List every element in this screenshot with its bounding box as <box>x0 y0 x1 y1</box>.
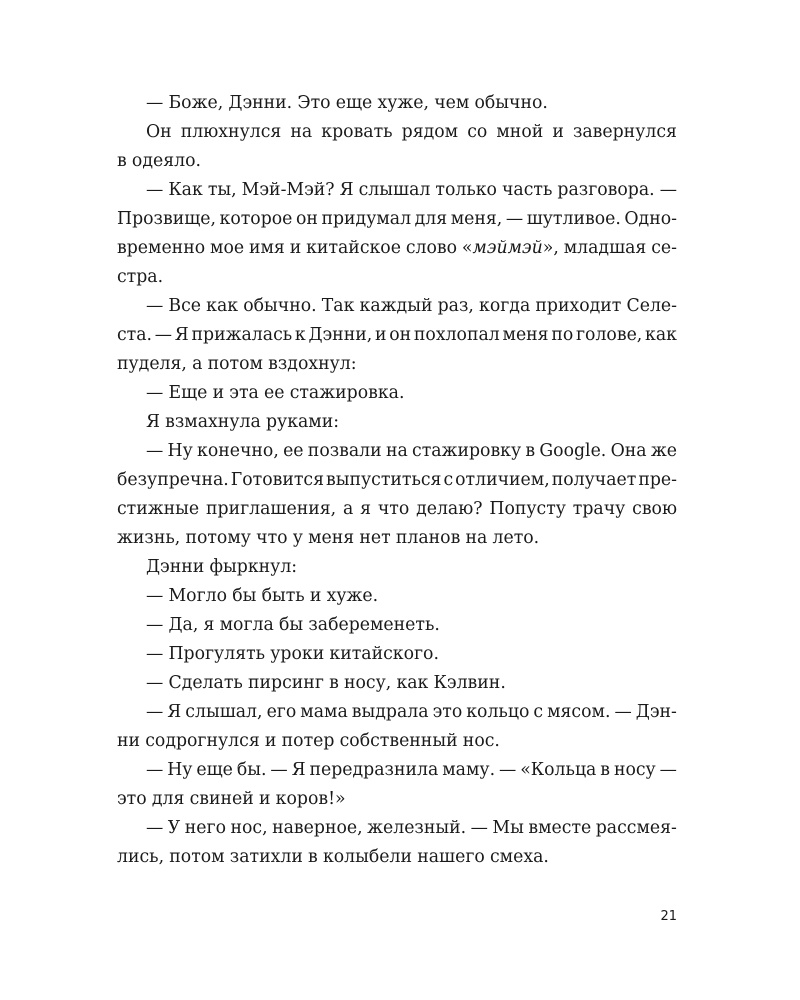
word: мной <box>496 122 544 142</box>
word: собственный <box>339 731 458 751</box>
word: потом <box>207 354 263 374</box>
word: китайского. <box>329 644 439 664</box>
book-page-text <box>117 89 677 872</box>
word: — <box>659 760 677 780</box>
word: на <box>465 528 488 548</box>
word: эта <box>229 383 259 403</box>
word: приглашения, <box>205 499 337 519</box>
word: Попусту <box>489 499 566 519</box>
text-line <box>117 640 677 669</box>
text-line <box>117 176 677 205</box>
word: — <box>146 673 164 693</box>
text-line <box>117 234 677 263</box>
word: Одно- <box>624 209 677 229</box>
word: что <box>256 528 288 548</box>
word: кровать <box>321 122 393 142</box>
word: потом <box>169 847 225 867</box>
word: меня <box>308 528 355 548</box>
word: — <box>499 760 517 780</box>
word: содрогнулся <box>145 731 260 751</box>
word: железный. <box>367 818 467 838</box>
word: и <box>289 238 302 258</box>
word: — <box>146 760 164 780</box>
word: часть <box>501 180 553 200</box>
text-line <box>117 843 677 872</box>
word: ее <box>264 383 285 403</box>
word: Я <box>146 412 160 432</box>
word: него <box>184 818 226 838</box>
text-line <box>117 379 677 408</box>
word: трачу <box>572 499 626 519</box>
word: Селе- <box>626 296 677 316</box>
word: потер <box>281 731 335 751</box>
text-line <box>117 118 677 147</box>
word: «Кольца <box>520 760 597 780</box>
word: — <box>146 702 164 722</box>
word: стра. <box>117 267 164 287</box>
word: бы <box>232 586 257 606</box>
word: китайское <box>306 238 401 258</box>
word: бы. <box>236 760 267 780</box>
word: в <box>600 760 611 780</box>
word: Мы <box>492 818 524 838</box>
word: завернулся <box>572 122 677 142</box>
word: меня, <box>450 209 503 229</box>
word: хуже. <box>326 586 379 606</box>
word: Ну <box>167 760 193 780</box>
word: отличием, <box>455 470 550 490</box>
word: нос. <box>462 731 500 751</box>
word: и <box>258 789 271 809</box>
word: прижалась <box>191 325 293 345</box>
text-line <box>117 321 677 350</box>
word: позвали <box>307 441 382 461</box>
word: Я <box>174 325 189 345</box>
word: разговора. <box>557 180 655 200</box>
word: Кэлвин. <box>433 673 506 693</box>
word: Боже, <box>168 93 224 113</box>
word: Могло <box>168 586 228 606</box>
text-line <box>117 89 677 118</box>
word: уроки <box>270 644 325 664</box>
word: колыбели <box>322 847 413 867</box>
word: Все <box>168 296 202 316</box>
text-line <box>117 785 677 814</box>
word: забеременеть. <box>308 615 440 635</box>
word: как <box>645 325 677 345</box>
word: голове, <box>576 325 643 345</box>
word: слово <box>405 238 458 258</box>
word: еще <box>196 760 233 780</box>
word: стажировка. <box>289 383 405 403</box>
word: Дэнни. <box>228 93 293 113</box>
word: — <box>146 615 164 635</box>
text-line <box>117 205 677 234</box>
word: в <box>329 673 339 693</box>
word: как <box>206 296 239 316</box>
word: временно <box>117 238 206 258</box>
word: — <box>270 760 288 780</box>
word: меня <box>502 325 549 345</box>
word: ни <box>117 731 141 751</box>
word: еще <box>335 93 373 113</box>
word: — <box>146 180 164 200</box>
word: взмахнула <box>165 412 261 432</box>
word: бы <box>278 615 304 635</box>
word: с <box>443 470 454 490</box>
word: со <box>467 122 488 142</box>
word: его <box>266 702 297 722</box>
word: — <box>146 383 164 403</box>
word: мама <box>300 702 348 722</box>
word: потому <box>185 528 251 548</box>
word: слышал <box>358 180 431 200</box>
word: шутливое. <box>526 209 621 229</box>
word: а <box>342 499 354 519</box>
word: ста. <box>117 325 153 345</box>
word: наверное, <box>272 818 363 838</box>
word: се- <box>651 238 677 258</box>
word: стижные <box>117 499 200 519</box>
word: носу, <box>343 673 392 693</box>
text-line <box>117 350 677 379</box>
word: вместе <box>528 818 592 838</box>
word: Google. <box>539 441 607 461</box>
word: и <box>309 586 322 606</box>
word: пуделя, <box>117 354 187 374</box>
word: и <box>552 122 564 142</box>
word: ее <box>283 441 304 461</box>
word: — <box>146 441 164 461</box>
word: — <box>614 702 632 722</box>
text-line <box>117 437 677 466</box>
word: передразнила <box>309 760 439 780</box>
word: Я <box>167 702 182 722</box>
text-line <box>117 698 677 727</box>
word: лето. <box>492 528 540 548</box>
word: с <box>533 702 544 722</box>
word: же <box>650 441 677 461</box>
word: придумал <box>321 209 412 229</box>
word: к <box>294 325 306 345</box>
word: — <box>146 818 164 838</box>
word: для <box>414 209 448 229</box>
word: нет <box>359 528 391 548</box>
word: Я <box>339 180 354 200</box>
word: Она <box>610 441 647 461</box>
word: — <box>146 586 164 606</box>
text-line <box>117 408 677 437</box>
word: выпуститься <box>325 470 442 490</box>
word: пирсинг <box>248 673 324 693</box>
word: Я <box>291 760 306 780</box>
text-line <box>117 756 677 785</box>
word: Это <box>297 93 331 113</box>
word: Мэй-Мэй? <box>241 180 335 200</box>
word: Сделать <box>168 673 243 693</box>
word: лись, <box>117 847 165 867</box>
word: рядом <box>401 122 459 142</box>
word: когда <box>479 296 531 316</box>
word: у <box>292 528 303 548</box>
word: Да, <box>168 615 199 635</box>
word: кольцо <box>466 702 530 722</box>
word: — <box>470 818 488 838</box>
word: смеха. <box>490 847 549 867</box>
word: это <box>432 702 463 722</box>
word: фыркнул: <box>209 557 298 577</box>
word: обычно. <box>474 93 548 113</box>
word: — <box>146 644 164 664</box>
word: свою <box>632 499 677 519</box>
word: делаю? <box>416 499 483 519</box>
text-line <box>117 669 677 698</box>
word: каждый <box>359 296 433 316</box>
text-line <box>117 147 677 176</box>
word: что <box>377 499 410 519</box>
word: нашего <box>417 847 485 867</box>
word: это <box>117 789 147 809</box>
word: безупречна. <box>117 470 229 490</box>
word: руками: <box>265 412 340 432</box>
word: он <box>295 209 318 229</box>
word: — <box>505 209 524 229</box>
word: носу <box>613 760 656 780</box>
word: Дэнни, <box>308 325 373 345</box>
word: Готовится <box>230 470 324 490</box>
word: одеяло. <box>131 151 201 171</box>
word: жизнь, <box>117 528 181 548</box>
word: имя <box>248 238 285 258</box>
word: плюхнулся <box>180 122 282 142</box>
word: он <box>389 325 412 345</box>
word: как <box>396 673 429 693</box>
word: и <box>212 383 225 403</box>
word: могла <box>219 615 274 635</box>
word: рассмея- <box>595 818 677 838</box>
word: раз, <box>437 296 474 316</box>
word: нос, <box>230 818 268 838</box>
word: Так <box>321 296 355 316</box>
text-line <box>117 582 677 611</box>
text-line <box>117 524 677 553</box>
word: Прогулять <box>168 644 266 664</box>
word: свиней <box>189 789 254 809</box>
word: Еще <box>168 383 208 403</box>
page-number: 21 <box>660 909 677 924</box>
word: маму. <box>442 760 496 780</box>
text-line <box>117 553 677 582</box>
word: я <box>360 499 372 519</box>
text-line <box>117 611 677 640</box>
word: Ну <box>167 441 193 461</box>
word: чем <box>434 93 470 113</box>
word: мое <box>210 238 245 258</box>
word: — <box>659 180 677 200</box>
word: в <box>308 847 318 867</box>
text-line <box>117 814 677 843</box>
word: которое <box>219 209 293 229</box>
word: Он <box>146 122 172 142</box>
word: на <box>290 122 313 142</box>
word: я <box>203 615 215 635</box>
word: обычно. <box>243 296 317 316</box>
word: на <box>385 441 408 461</box>
word: мясом. <box>547 702 611 722</box>
word: для <box>151 789 185 809</box>
word: а <box>192 354 203 374</box>
word: — <box>154 325 173 345</box>
word: и <box>264 731 277 751</box>
word: младшая <box>563 238 647 258</box>
word: пре- <box>638 470 677 490</box>
word: планов <box>395 528 461 548</box>
word: хуже, <box>377 93 429 113</box>
word: только <box>435 180 497 200</box>
word: «мэймэй», <box>461 238 559 258</box>
word: Как <box>168 180 203 200</box>
word: вздохнул: <box>268 354 357 374</box>
word: Дэн- <box>635 702 677 722</box>
word: похлопал <box>413 325 500 345</box>
word: — <box>146 296 164 316</box>
word: по <box>551 325 574 345</box>
word: затихли <box>229 847 303 867</box>
word: в <box>525 441 536 461</box>
word: Прозвище, <box>117 209 216 229</box>
text-line <box>117 263 677 292</box>
word: стажировку <box>412 441 522 461</box>
word: приходит <box>535 296 622 316</box>
text-line <box>117 292 677 321</box>
word: в <box>117 151 127 171</box>
text-line <box>117 727 677 756</box>
word: ты, <box>207 180 237 200</box>
word: коров!» <box>275 789 346 809</box>
word: получает <box>551 470 637 490</box>
word: и <box>374 325 387 345</box>
word: — <box>146 93 164 113</box>
word: Дэнни <box>146 557 205 577</box>
word: конечно, <box>197 441 279 461</box>
word: выдрала <box>351 702 429 722</box>
word: слышал, <box>185 702 263 722</box>
word: У <box>167 818 181 838</box>
text-line <box>117 466 677 495</box>
word: быть <box>261 586 305 606</box>
text-line <box>117 495 677 524</box>
